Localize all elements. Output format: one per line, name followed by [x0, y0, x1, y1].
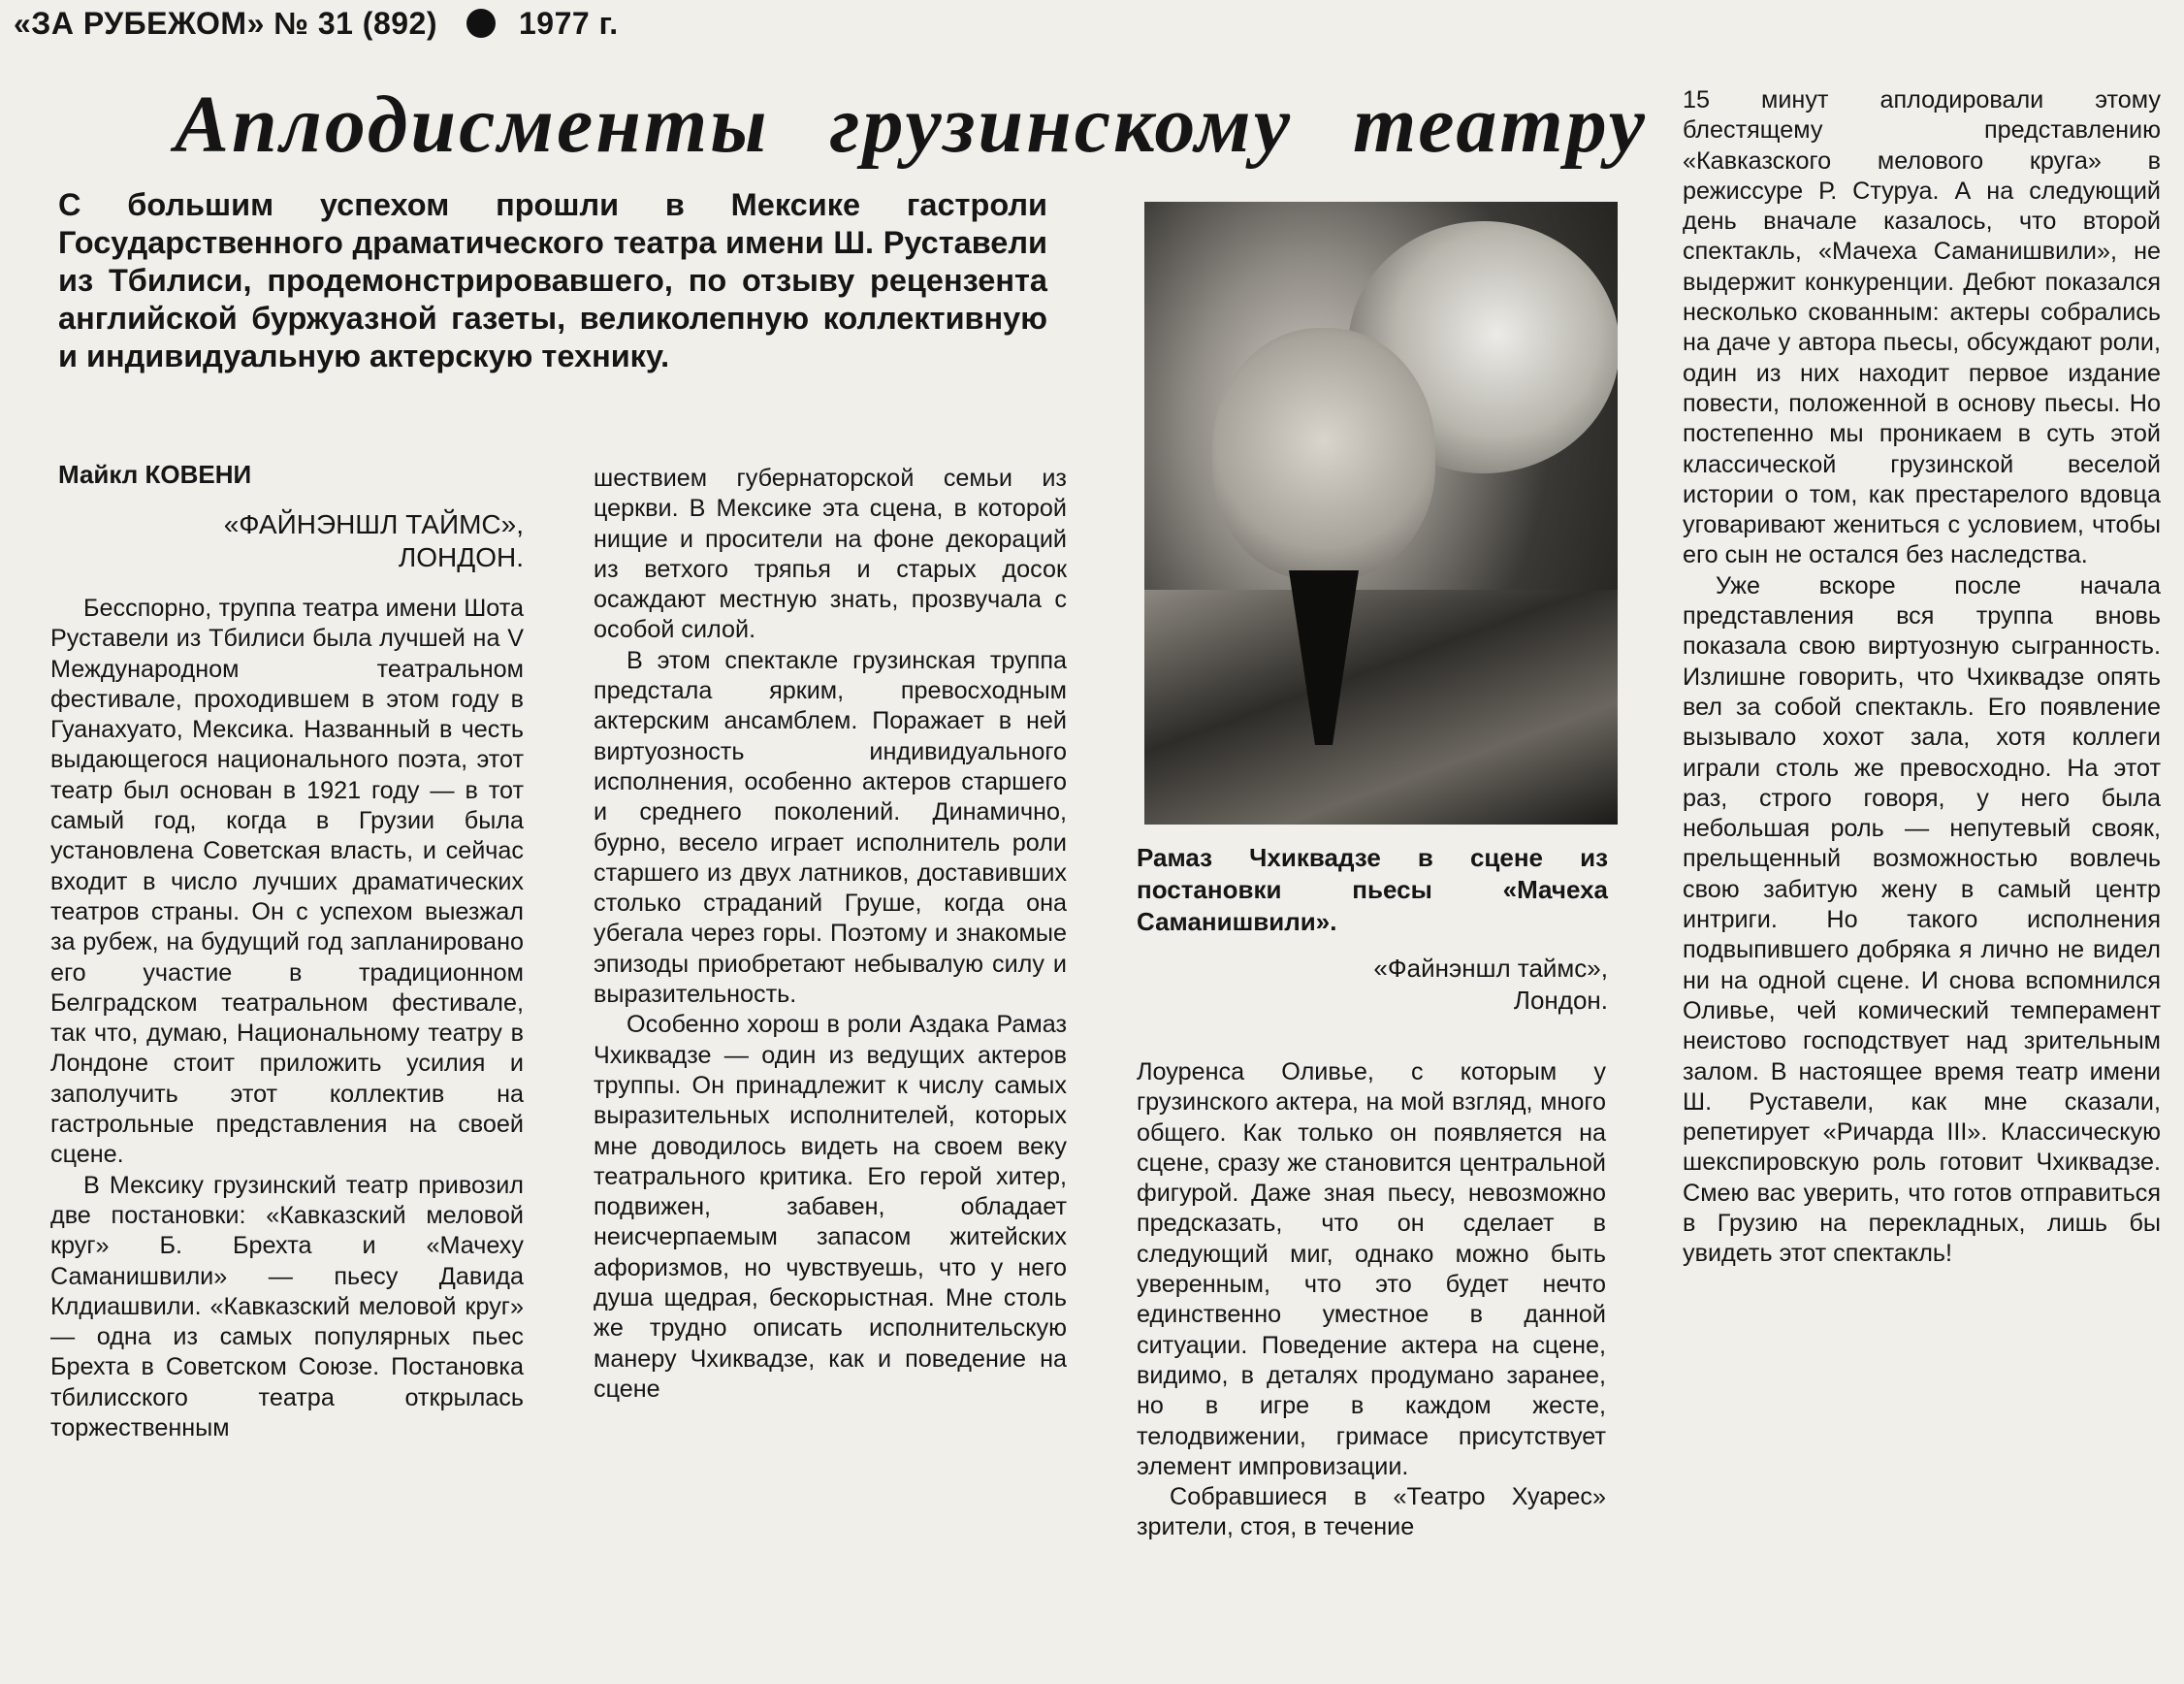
source-line-2: ЛОНДОН. [398, 542, 524, 572]
photo-caption: Рамаз Чхиквадзе в сцене из постановки пьесы «Мачеха Саманишвили». [1137, 843, 1608, 936]
caption-source-line-2: Лондон. [1513, 986, 1608, 1015]
photo-caption-source [1137, 953, 1608, 1017]
article-column-3 [1137, 1057, 1606, 1543]
article-column-4 [1683, 85, 2161, 1270]
bullet-dot-icon [466, 9, 496, 38]
article-column-1 [50, 594, 524, 1443]
masthead [14, 6, 619, 42]
paragraph: шествием губернаторской семьи из церкви. В Мексике эта сцена, в которой нищие и просители на фоне декораций из ветхого тряпья и старых досок осаждают местную знать, прозвучала с особой силой. [594, 465, 1067, 644]
source-line-1: «ФАЙНЭНШЛ ТАЙМС», [223, 509, 524, 539]
publication-name: «ЗА РУБЕЖОМ» № 31 (892) [14, 6, 437, 41]
paragraph: Лоуренса Оливье, с которым у грузинского актера, на мой взгляд, много общего. Как только он появляется на сцене, сразу же становится центральной фигурой. Даже зная пьесу, невозможно предсказать, что он сделает в следующий миг, однако можно быть уверенным, что это будет нечто единственно уместное в данной ситуации. Поведение актера на сцене, видимо, в деталях продумано заранее, но в игре в каждом жесте, телодвижении, гримасе присутствует элемент импровизации. [1137, 1058, 1606, 1480]
article-title: Аплодисменты грузинскому театру [175, 80, 1648, 170]
article-lead: С большим успехом прошли в Мексике гастроли Государственного драматического театра имени Ш. Руставели из Тбилиси, продемонстрировавшего, по отзыву рецензента английской буржуазной газеты, великолепную коллективную и индивидуальную актерскую технику. [58, 187, 1047, 373]
paragraph: Особенно хорош в роли Аздака Рамаз Чхиквадзе — один из ведущих актеров труппы. Он принадлежит к числу самых выразительных исполнителей, которых мне доводилось видеть на своем веку театрального критика. Его герой хитер, подвижен, забавен, обладает неисчерпаемым запасом житейских афоризмов, но чувствуешь, что у него душа щедрая, бескорыстная. Мне столь же трудно описать исполнительскую манеру Чхиквадзе, как и поведение на сцене [594, 1011, 1067, 1403]
paragraph: В Мексику грузинский театр привозил две постановки: «Кавказский меловой круг» Б. Брехта и «Мачеху Саманишвили» — пьесу Давида Клдиашвили. «Кавказский меловой круг» — одна из самых популярных пьес Брехта в Советском Союзе. Постановка тбилисского театра открылась торжественным [50, 1171, 524, 1442]
photo-costume [1144, 590, 1618, 825]
article-photo [1144, 202, 1618, 825]
author-byline: Майкл КОВЕНИ [58, 460, 252, 489]
paragraph: 15 минут аплодировали этому блестящему представлению «Кавказского мелового круга» в режиссуре Р. Стуруа. А на следующий день вначале казалось, что второй спектакль, «Мачеха Саманишвили», не выдержит конкуренции. Дебют показался несколько скованным: актеры собрались на даче у автора пьесы, обсуждают роли, один из них находит первое издание повести, положенной в основу пьесы. Но постепенно мы проникаем в суть этой классической грузинской веселой истории о том, как престарелого вдовца уговаривают жениться с условием, чтобы его сын не остался без наследства. [1683, 86, 2161, 569]
source-attribution [58, 508, 524, 574]
photo-actor-face [1212, 328, 1435, 580]
publication-year: 1977 г. [519, 6, 619, 41]
article-column-2 [594, 464, 1067, 1405]
caption-source-line-1: «Файнэншл таймс», [1373, 954, 1608, 983]
paragraph: Собравшиеся в «Театро Хуарес» зрители, стоя, в течение [1137, 1483, 1606, 1541]
paragraph: В этом спектакле грузинская труппа предстала ярким, превосходным актерским ансамблем. Поражает в ней виртуозность индивидуального исполнения, особенно актеров старшего и среднего поколений. Динамично, бурно, весело играет исполнитель роли старшего из двух латников, доставивших столько страданий Груше, когда она убегала через горы. Поэтому и знакомые эпизоды приобретают небывалую силу и выразительность. [594, 646, 1067, 1009]
paragraph: Бесспорно, труппа театра имени Шота Руставели из Тбилиси была лучшей на V Международном театральном фестивале, проходившем в этом году в Гуанахуато, Мексика. Названный в честь выдающегося национального поэта, этот театр был основан в 1921 году — в тот самый год, когда в Грузии была установлена Советская власть, и сейчас входит в число лучших драматических театров страны. Он с успехом выезжал за рубеж, на будущий год запланировано его участие в традиционном Белградском театральном фестивале, так что, думаю, Национальному театру в Лондоне стоит приложить усилия и заполучить этот коллектив на гастрольные представления на своей сцене. [50, 595, 524, 1169]
paragraph: Уже вскоре после начала представления вся труппа вновь показала свою виртуозную сыгранность. Излишне говорить, что Чхиквадзе опять вел за собой спектакль. Его появление вызывало хохот зала, хотя коллеги играли столь же превосходно. На этот раз, строго говоря, у него была небольшая роль — непутевый свояк, прельщенный возможностью вовлечь свою забитую жену в самый центр интриги. Но такого исполнения подвыпившего добряка я лично не видел ни на одной сцене. И снова вспомнился Оливье, чей комический темперамент неистово господствует над зрительным залом. В настоящее время театр имени Ш. Руставели, как мне сказали, репетирует «Ричарда III». Классическую шекспировскую роль готовит Чхиквадзе. Смею вас уверить, что готов отправиться в Грузию на перекладных, лишь бы увидеть этот спектакль! [1683, 571, 2161, 1268]
